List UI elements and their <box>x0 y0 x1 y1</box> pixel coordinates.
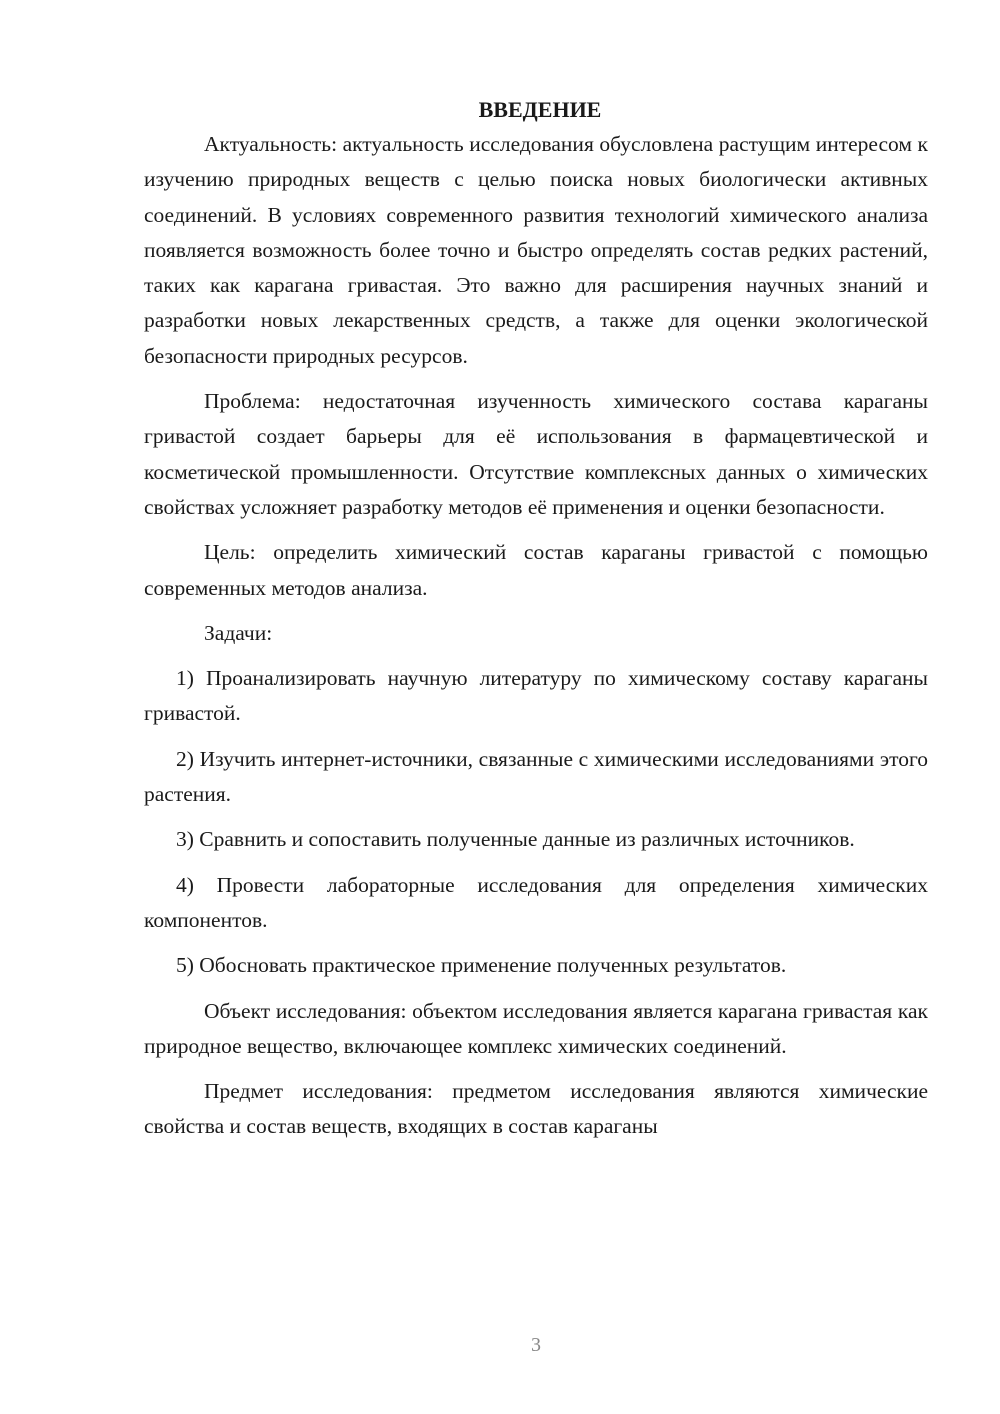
task-item-4: 4) Провести лабораторные исследования для определения химических компонентов. <box>144 872 928 932</box>
paragraph-goal: Цель: определить химический состав караганы гривастой с помощью современных методов анализа. <box>144 540 928 600</box>
paragraph-relevance: Актуальность: актуальность исследования обусловлена растущим интересом к изучению природных веществ с целью поиска новых биологически активных соединений. В условиях современного развития технологий химического анализа появляется возможность более точно и быстро определять состав редких растений, таких как карагана гривастая. Это важно для расширения научных знаний и разработки новых лекарственных средств, а также для оценки экологической безопасности природных ресурсов. <box>144 132 928 368</box>
page-number: 3 <box>531 1334 541 1356</box>
paragraph-object: Объект исследования: объектом исследования является карагана гривастая как природное вещество, включающее комплекс химических соединений. <box>144 998 928 1058</box>
task-item-5: 5) Обосновать практическое применение полученных результатов. <box>176 953 787 978</box>
task-item-1: 1) Проанализировать научную литературу по химическому составу караганы гривастой. <box>144 666 928 726</box>
document-page <box>144 92 928 1145</box>
tasks-heading: Задачи: <box>204 620 273 645</box>
paragraph-problem: Проблема: недостаточная изученность химического состава караганы гривастой создает барьеры для её использования в фармацевтической и косметической промышленности. Отсутствие комплексных данных о химических свойствах усложняет разработку методов её применения и оценки безопасности. <box>144 389 928 519</box>
task-item-3: 3) Сравнить и сопоставить полученные данные из различных источников. <box>176 827 855 852</box>
paragraph-subject: Предмет исследования: предметом исследования являются химические свойства и состав веществ, входящих в состав караганы <box>144 1079 928 1139</box>
task-item-2: 2) Изучить интернет-источники, связанные с химическими исследованиями этого растения. <box>144 746 928 807</box>
page-title: ВВЕДЕНИЕ <box>478 97 602 122</box>
